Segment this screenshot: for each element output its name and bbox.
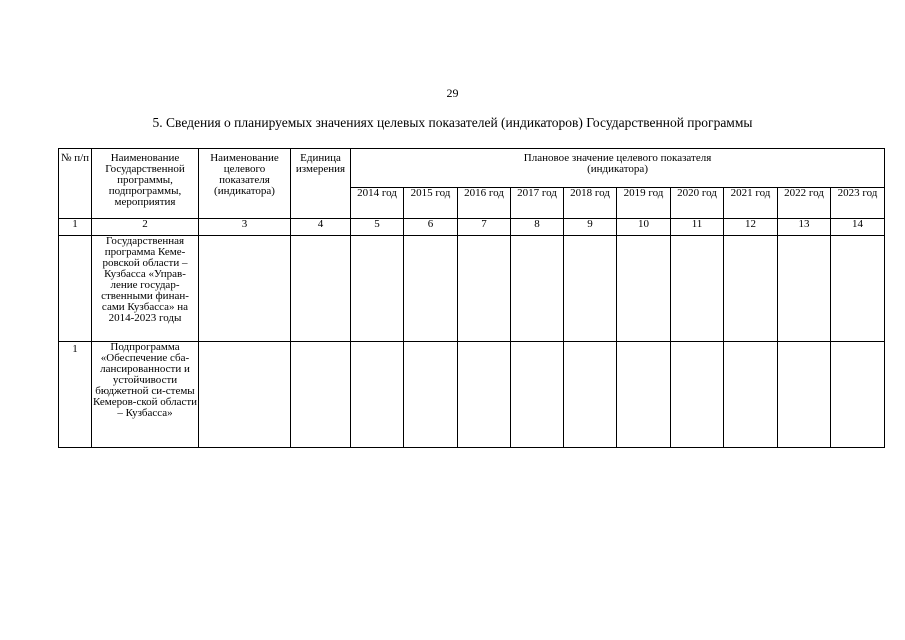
header-year: 2020 год (671, 188, 724, 219)
header-year: 2018 год (564, 188, 617, 219)
header-year: 2021 год (724, 188, 778, 219)
row-cell (778, 236, 831, 342)
document-title: 5. Сведения о планируемых значениях целевых показателей (индикаторов) Государственной программы (152, 115, 753, 130)
column-number: 5 (351, 219, 404, 236)
column-number: 9 (564, 219, 617, 236)
table-row (59, 342, 885, 448)
column-number: 2 (92, 219, 199, 236)
column-number: 13 (778, 219, 831, 236)
row-cell (458, 342, 511, 448)
row-cell (199, 342, 291, 448)
row-cell (199, 236, 291, 342)
page-number: 29 (446, 86, 459, 100)
column-number: 7 (458, 219, 511, 236)
row-cell (671, 236, 724, 342)
row-cell (671, 342, 724, 448)
column-number: 3 (199, 219, 291, 236)
header-year: 2022 год (778, 188, 831, 219)
row-program-name: Подпрограмма «Обеспечение сба-лансированности и устойчивости бюджетной си-стемы Кемеров-ской области – Кузбасса» (92, 342, 199, 448)
header-year: 2023 год (831, 188, 885, 219)
row-number: 1 (59, 342, 92, 448)
header-row-top (59, 149, 885, 188)
row-cell (291, 342, 351, 448)
row-cell (617, 236, 671, 342)
row-cell (831, 236, 885, 342)
row-cell (617, 342, 671, 448)
header-unit: Единица измерения (291, 149, 351, 219)
header-no: № п/п (59, 149, 92, 219)
row-cell (564, 342, 617, 448)
row-cell (351, 342, 404, 448)
column-number: 10 (617, 219, 671, 236)
row-cell (458, 236, 511, 342)
row-cell (724, 236, 778, 342)
row-cell (291, 236, 351, 342)
header-year: 2015 год (404, 188, 458, 219)
column-number: 1 (59, 219, 92, 236)
row-cell (511, 236, 564, 342)
column-number: 11 (671, 219, 724, 236)
row-cell (511, 342, 564, 448)
table-row (59, 236, 885, 342)
row-cell (778, 342, 831, 448)
column-number: 12 (724, 219, 778, 236)
row-cell (404, 236, 458, 342)
column-number: 8 (511, 219, 564, 236)
header-year: 2016 год (458, 188, 511, 219)
row-cell (831, 342, 885, 448)
row-number (59, 236, 92, 342)
indicators-table (58, 148, 885, 448)
column-number: 6 (404, 219, 458, 236)
header-year: 2019 год (617, 188, 671, 219)
row-program-name: Государственная программа Кеме-ровской области – Кузбасса «Управ-ление государ-ственными финан-сами Кузбасса» на 2014-2023 годы (92, 236, 199, 342)
row-cell (404, 342, 458, 448)
column-number: 14 (831, 219, 885, 236)
row-cell (564, 236, 617, 342)
row-cell (724, 342, 778, 448)
header-planned-value: Плановое значение целевого показателя (индикатора) (351, 149, 885, 188)
header-year: 2014 год (351, 188, 404, 219)
column-number: 4 (291, 219, 351, 236)
header-year: 2017 год (511, 188, 564, 219)
header-program-name: Наименование Государственной программы, подпрограммы, мероприятия (92, 149, 199, 219)
header-indicator-name: Наименование целевого показателя (индикатора) (199, 149, 291, 219)
column-number-row (59, 219, 885, 236)
row-cell (351, 236, 404, 342)
